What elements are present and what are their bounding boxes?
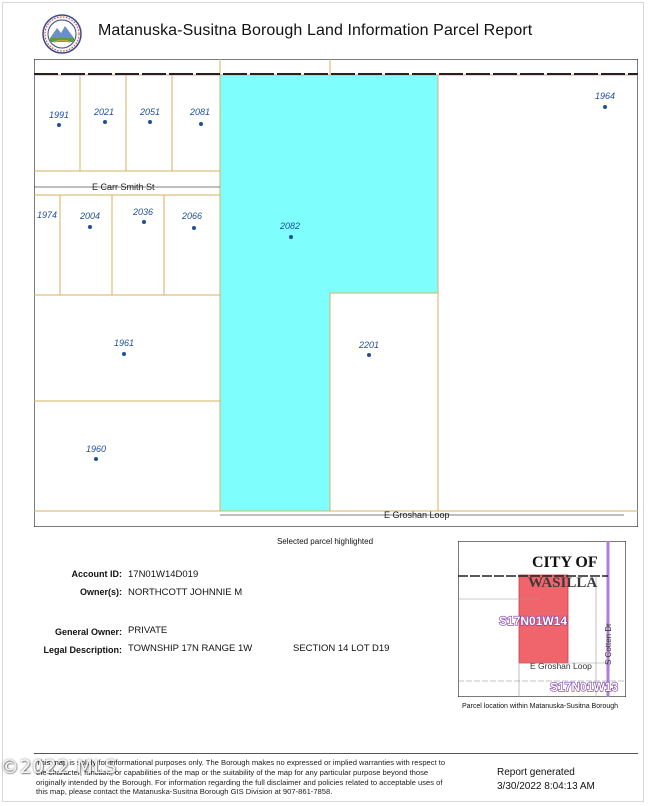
parcel-point-2082 [289, 235, 293, 239]
parcel-label-1991: 1991 [49, 110, 70, 120]
parcel-point-2036 [142, 220, 146, 224]
street-label-groshan: E Groshan Loop [384, 510, 450, 520]
parcel-map[interactable] [34, 59, 638, 527]
disclaimer-line: the character, function, or capabilities of the map or the suitability of the map for any particular purpose beyond those [36, 767, 429, 777]
footer-rule [34, 753, 638, 754]
report-header [0, 0, 650, 62]
location-inset-map[interactable] [458, 541, 626, 697]
parcel-label-2036: 2036 [133, 207, 154, 217]
parcel-point-1960 [94, 457, 98, 461]
parcel-label-1964: 1964 [595, 91, 616, 101]
inset-city-label: CITY OF [532, 554, 598, 571]
parcel-point-2004 [88, 225, 92, 229]
account-id-value: 17N01W14D019 [128, 569, 199, 580]
parcel-label-2081: 2081 [190, 107, 211, 117]
street-label-carr-smith: E Carr Smith St [92, 182, 155, 192]
parcel-label-2201: 2201 [359, 340, 380, 350]
inset-street-groshan: E Groshan Loop [530, 661, 592, 671]
map-caption: Selected parcel highlighted [276, 537, 374, 546]
parcel-label-2051: 2051 [140, 107, 161, 117]
parcel-label-2066: 2066 [182, 211, 203, 221]
parcel-point-2051 [148, 120, 152, 124]
inset-caption: Parcel location within Matanuska-Susitna Borough [461, 703, 619, 710]
report-generated-date: 3/30/2022 8:04:13 AM [497, 781, 595, 792]
disclaimer-line: this map, please contact the Matanuska-Susitna Borough GIS Division at 907-861-7858. [36, 787, 333, 797]
disclaimer-line: originally intended by the Borough. For information regarding the full disclaimer and policies related to acceptable uses of [36, 777, 443, 787]
borough-seal-icon [42, 14, 82, 54]
parcel-point-1964 [603, 105, 607, 109]
parcel-label-2082: 2082 [280, 221, 301, 231]
general-owner-label: General Owner: [54, 627, 122, 637]
owner-value: NORTHCOTT JOHNNIE M [128, 587, 243, 598]
parcel-label-2021: 2021 [94, 107, 115, 117]
parcel-point-2201 [367, 353, 371, 357]
mls-watermark: ©2022 MLS [0, 756, 117, 778]
inset-section-code-2: S17N01W13 [550, 680, 619, 694]
report-generated-label: Report generated [497, 767, 575, 778]
disclaimer-line: This map is solely for informational purposes only. The Borough makes no expressed or implied warranties with respect to [36, 758, 446, 767]
parcel-point-2021 [103, 120, 107, 124]
general-owner-value: PRIVATE [128, 625, 168, 636]
parcel-label-2004: 2004 [80, 211, 101, 221]
parcel-point-2066 [192, 226, 196, 230]
inset-street-cotten: S Cotten Dr [604, 623, 613, 665]
parcel-point-1991 [57, 123, 61, 127]
parcel-label-1974: 1974 [37, 210, 58, 220]
parcel-point-1961 [122, 352, 126, 356]
inset-section-code: S17N01W14 [499, 614, 568, 628]
owner-label: Owner(s): [79, 587, 122, 597]
legal-township-value: TOWNSHIP 17N RANGE 1W [128, 643, 253, 654]
legal-description-label: Legal Description: [43, 645, 122, 655]
page-title: Matanuska-Susitna Borough Land Information Parcel Report [98, 22, 533, 39]
inset-city-label-2: WASILLA [528, 575, 598, 591]
parcel-point-2081 [199, 122, 203, 126]
parcel-label-1961: 1961 [114, 338, 135, 348]
account-id-label: Account ID: [71, 569, 122, 579]
legal-section-value: SECTION 14 LOT D19 [293, 643, 390, 654]
parcel-label-1960: 1960 [86, 444, 107, 454]
